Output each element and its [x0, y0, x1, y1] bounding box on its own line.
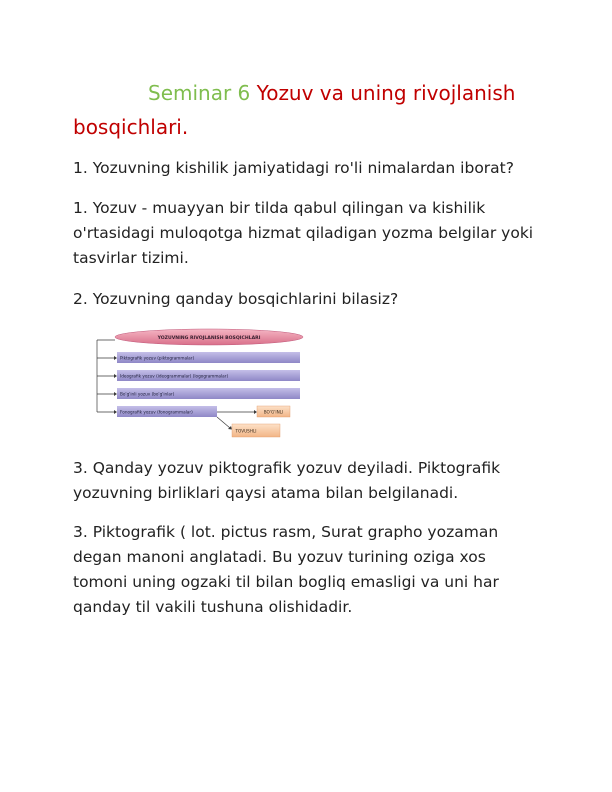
stage-label-ideographic: Ideografik yozuv (ideogrammalar) (logogrammalar) [120, 373, 229, 379]
question-1: 1. Yozuvning kishilik jamiyatidagi ro'li nimalardan iborat? [73, 159, 514, 177]
stage-label-pictographic: Piktografik yozuv (piktogrammalar) [120, 355, 195, 361]
title-topic: Yozuv va uning rivojlanish bosqichlari. [73, 81, 516, 139]
stage-label-phonographic: Fonografik yozuv (fonogrammalar) [120, 409, 193, 415]
question-3: 3. Qanday yozuv piktografik yozuv deyiladi. Piktografik yozuvning birliklari qaysi atama bilan belgilanadi. [73, 459, 501, 502]
diagram-header-label: YOZUVNING RIVOJLANISH BOSQICHLARI [157, 336, 261, 341]
answer-3: 3. Piktografik ( lot. pictus rasm, Surat grapho yozaman degan manoni anglatadi. Bu yozuv turining oziga xos tomoni uning ogzaki til bilan bogliq emasligi va uni har qanday til vakili tushuna olishidadir. [73, 523, 499, 616]
page-title [73, 76, 553, 144]
title-seminar: Seminar 6 [148, 81, 251, 105]
branch-label-phonetic: TOVUSHLI [235, 428, 257, 434]
stage-label-syllabic: Bo'g'inli yozuv (bo'g'inlar) [120, 391, 175, 397]
answer-1: 1. Yozuv - muayyan bir tilda qabul qilingan va kishilik o'rtasidagi muloqotga hizmat qiladigan yozma belgilar yoki tasvirlar tizimi. [73, 199, 534, 267]
writing-stages-diagram [92, 328, 312, 442]
question-2: 2. Yozuvning qanday bosqichlarini bilasiz? [73, 290, 399, 308]
branch-label-syllabic: BO'G'INLI [263, 409, 284, 415]
